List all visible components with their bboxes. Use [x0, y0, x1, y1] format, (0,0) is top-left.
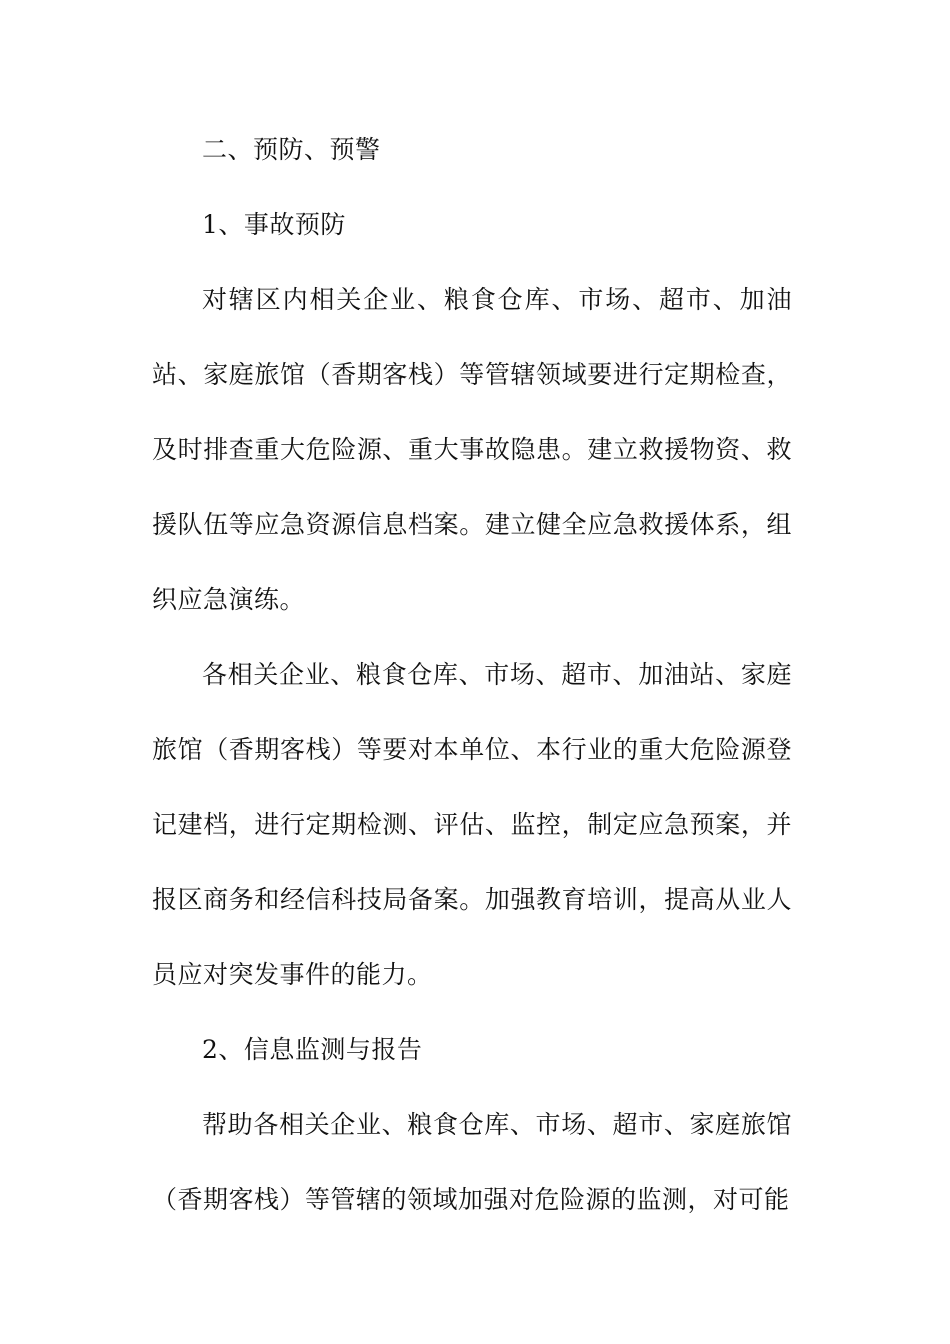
subsection-heading-monitoring-reporting: 2、信息监测与报告 — [202, 1035, 423, 1064]
document-body — [152, 112, 792, 1237]
paragraph-monitoring: 帮助各相关企业、粮食仓库、市场、超市、家庭旅馆（香期客栈）等管辖的领域加强对危险源的监测，对可能 — [152, 1110, 792, 1214]
section-heading: 二、预防、预警 — [202, 135, 381, 164]
paragraph-inspection: 对辖区内相关企业、粮食仓库、市场、超市、加油站、家庭旅馆（香期客栈）等管辖领域要进行定期检查，及时排查重大危险源、重大事故隐患。建立救援物资、救援队伍等应急资源信息档案。建立健全应急救援体系，组织应急演练。 — [152, 285, 792, 614]
paragraph-hazard-registration: 各相关企业、粮食仓库、市场、超市、加油站、家庭旅馆（香期客栈）等要对本单位、本行业的重大危险源登记建档，进行定期检测、评估、监控，制定应急预案，并报区商务和经信科技局备案。加强教育培训，提高从业人员应对突发事件的能力。 — [152, 660, 792, 989]
subsection-heading-accident-prevention: 1、事故预防 — [202, 210, 346, 239]
